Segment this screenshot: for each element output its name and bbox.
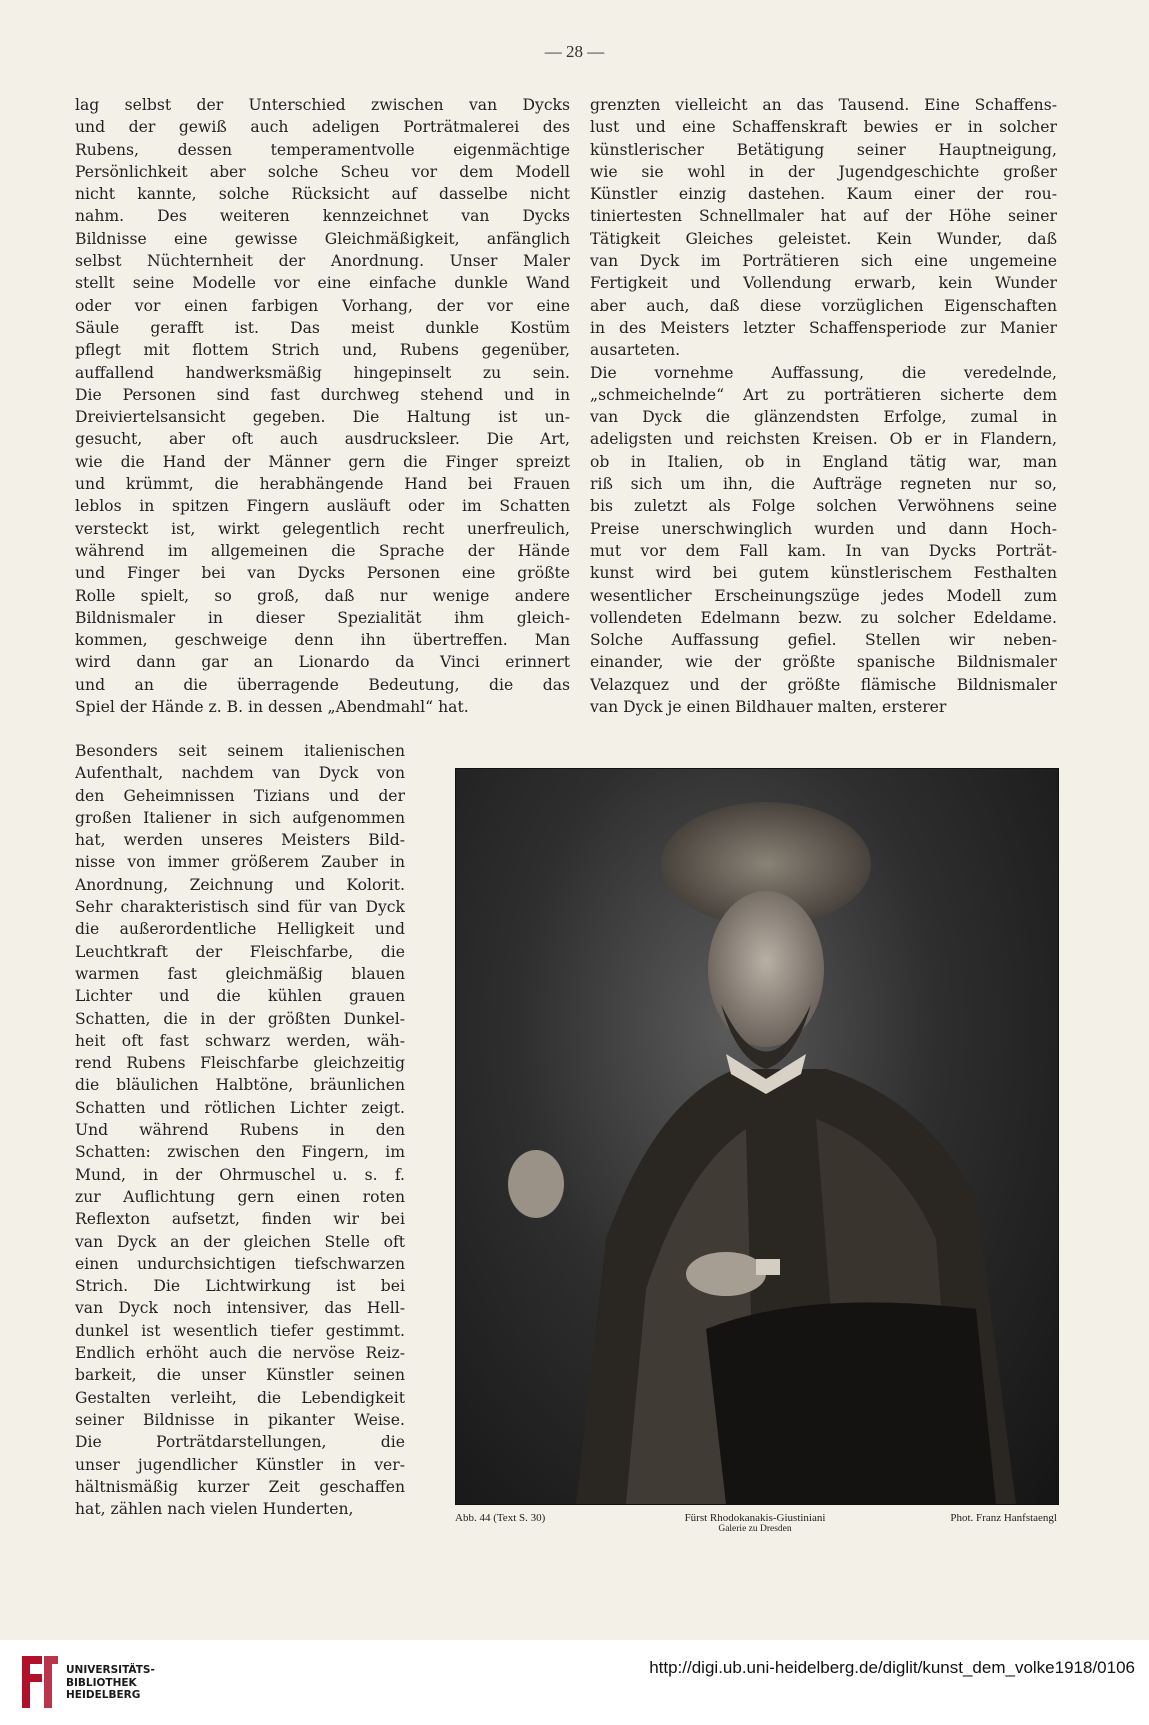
text-line: gesucht, aber oft auch ausdrucksleer. Die Art, bbox=[75, 430, 570, 449]
text-line: bis zuletzt als Folge solchen Verwöhnens seine bbox=[590, 497, 1057, 516]
footer-bar bbox=[0, 1640, 1149, 1725]
text-line: Reflexton aufsetzt, finden wir bei bbox=[75, 1210, 405, 1229]
text-line: van Dyck je einen Bildhauer malten, ersterer bbox=[590, 698, 947, 717]
text-line: nisse von immer größerem Zauber in bbox=[75, 853, 405, 872]
text-line: Solche Auffassung gefiel. Stellen wir neben- bbox=[590, 631, 1057, 650]
text-line: selbst Nüchternheit der Anordnung. Unser Maler bbox=[75, 252, 570, 271]
text-line: die außerordentliche Helligkeit und bbox=[75, 920, 405, 939]
text-line: van Dyck die glänzendsten Erfolge, zumal in bbox=[590, 408, 1057, 427]
text-line: und der gewiß auch adeligen Porträtmalerei des bbox=[75, 118, 570, 137]
text-line: versteckt ist, wirkt gelegentlich recht unerfreulich, bbox=[75, 519, 570, 538]
text-line: Tätigkeit Gleiches geleistet. Kein Wunder, daß bbox=[590, 229, 1057, 248]
text-line: mut vor dem Fall kam. In van Dycks Porträt- bbox=[590, 541, 1057, 560]
text-line: und krümmt, die herabhängende Hand bei Frauen bbox=[75, 475, 570, 494]
text-line: hat, werden unseres Meisters Bild- bbox=[75, 831, 405, 850]
text-line: ausarteten. bbox=[590, 341, 681, 360]
text-line: riß sich um ihn, die Aufträge regneten nur so, bbox=[590, 475, 1057, 494]
text-line: wird dann gar an Lionardo da Vinci erinnert bbox=[75, 653, 570, 672]
text-line: Künstler einzig dastehen. Kaum einer der rou- bbox=[590, 185, 1057, 204]
text-line: Die Personen sind fast durchweg stehend und in bbox=[75, 385, 570, 404]
text-line: Dreiviertelsansicht gegeben. Die Haltung ist un- bbox=[75, 408, 570, 427]
text-line: Und während Rubens in den bbox=[75, 1121, 405, 1140]
text-line: Strich. Die Lichtwirkung ist bei bbox=[75, 1277, 405, 1296]
text-line: oder vor einen farbigen Vorhang, der vor eine bbox=[75, 296, 570, 315]
text-line: wie sie wohl in der Jugendgeschichte großer bbox=[590, 162, 1057, 181]
text-line: nicht kannte, solche Rücksicht auf dasselbe nicht bbox=[75, 185, 570, 204]
text-line: unser jugendlicher Künstler in ver- bbox=[75, 1455, 405, 1474]
text-line: Die Porträtdarstellungen, die bbox=[75, 1433, 405, 1452]
text-line: Besonders seit seinem italienischen bbox=[75, 742, 405, 760]
text-line: Persönlichkeit aber solche Scheu vor dem Modell bbox=[75, 162, 570, 181]
text-line: Anordnung, Zeichnung und Kolorit. bbox=[75, 875, 405, 894]
text-line: Mund, in der Ohrmuschel u. s. f. bbox=[75, 1165, 405, 1184]
text-line: Lichter und die kühlen grauen bbox=[75, 987, 405, 1006]
library-name-line-3: HEIDELBERG bbox=[66, 1689, 141, 1701]
text-line: kunst wird bei gutem künstlerischem Festhalten bbox=[590, 564, 1057, 583]
text-line: Schatten und rötlichen Lichter zeigt. bbox=[75, 1098, 405, 1117]
text-line: Schatten: zwischen den Fingern, im bbox=[75, 1143, 405, 1162]
text-line: wie die Hand der Männer gern die Finger spreizt bbox=[75, 452, 570, 471]
caption-title bbox=[645, 1512, 865, 1534]
text-line: rend Rubens Fleischfarbe gleichzeitig bbox=[75, 1054, 405, 1073]
text-line: kommen, geschweige denn ihn übertreffen. Man bbox=[75, 631, 570, 650]
text-line: die bläulichen Halbtöne, bräunlichen bbox=[75, 1076, 405, 1095]
library-name-line-1: UNIVERSITÄTS- bbox=[66, 1664, 155, 1676]
text-line: barkeit, die unser Künstler seinen bbox=[75, 1366, 405, 1385]
portrait-image bbox=[456, 769, 1058, 1504]
portrait-figure bbox=[455, 768, 1059, 1505]
text-line: dunkel ist wesentlich tiefer gestimmt. bbox=[75, 1321, 405, 1340]
text-line: Velazquez und der größte flämische Bildnismaler bbox=[590, 675, 1057, 694]
caption-figure-number: Abb. 44 (Text S. 30) bbox=[455, 1512, 546, 1524]
text-line: Gestalten verleiht, die Lebendigkeit bbox=[75, 1388, 405, 1407]
text-line: aber auch, daß diese vorzüglichen Eigenschaften bbox=[590, 296, 1057, 315]
text-line: Spiel der Hände z. B. in dessen „Abendmahl“ hat. bbox=[75, 698, 469, 717]
text-line: einen undurchsichtigen tiefschwarzen bbox=[75, 1254, 405, 1273]
text-line: wesentlicher Erscheinungszüge jedes Modell zum bbox=[590, 586, 1057, 605]
text-line: Endlich erhöht auch die nervöse Reiz- bbox=[75, 1344, 405, 1363]
text-line: heit oft fast schwarz werden, wäh- bbox=[75, 1031, 405, 1050]
text-line: van Dyck noch intensiver, das Hell- bbox=[75, 1299, 405, 1318]
text-line: van Dyck an der gleichen Stelle oft bbox=[75, 1232, 405, 1251]
university-library-logo-icon bbox=[14, 1652, 62, 1712]
text-line: hat, zählen nach vielen Hunderten, bbox=[75, 1500, 354, 1519]
text-line: Sehr charakteristisch sind für van Dyck bbox=[75, 898, 405, 917]
text-line: pflegt mit flottem Strich und, Rubens gegenüber, bbox=[75, 341, 570, 360]
text-line: seiner Bildnisse in pikanter Weise. bbox=[75, 1410, 405, 1429]
text-line: auffallend handwerksmäßig hingepinselt zu sein. bbox=[75, 363, 570, 382]
text-line: großen Italiener in sich aufgenommen bbox=[75, 808, 405, 827]
text-line: Säule gerafft ist. Das meist dunkle Kostüm bbox=[75, 318, 570, 337]
text-line: künstlerischer Betätigung seiner Hauptneigung, bbox=[590, 140, 1057, 159]
source-url-link[interactable]: http://digi.ub.uni-heidelberg.de/diglit/kunst_dem_volke1918/0106 bbox=[649, 1658, 1135, 1677]
text-line: Leuchtkraft der Fleischfarbe, die bbox=[75, 942, 405, 961]
text-line: Fertigkeit und Vollendung erwarb, kein Wunder bbox=[590, 274, 1057, 293]
text-column-left bbox=[75, 94, 570, 718]
caption-photo-credit: Phot. Franz Hanfstaengl bbox=[950, 1512, 1057, 1524]
text-line: lust und eine Schaffenskraft bewies er in solcher bbox=[590, 118, 1057, 137]
text-line: adeligsten und reichsten Kreisen. Ob er in Flandern, bbox=[590, 430, 1057, 449]
text-line: grenzten vielleicht an das Tausend. Eine Schaffens- bbox=[590, 96, 1057, 114]
text-line: und an die überragende Bedeutung, die das bbox=[75, 675, 570, 694]
text-line: warmen fast gleichmäßig blauen bbox=[75, 964, 405, 983]
text-line: lag selbst der Unterschied zwischen van Dycks bbox=[75, 96, 570, 114]
text-line: den Geheimnissen Tizians und der bbox=[75, 786, 405, 805]
text-line: zur Auflichtung gern einen roten bbox=[75, 1187, 405, 1206]
library-name-line-2: BIBLIOTHEK bbox=[66, 1676, 137, 1689]
text-line: tiniertesten Schnellmaler hat auf der Höhe seiner bbox=[590, 207, 1057, 226]
text-line: Bildnisse eine gewisse Gleichmäßigkeit, anfänglich bbox=[75, 229, 570, 248]
text-line: nahm. Des weiteren kennzeichnet van Dycks bbox=[75, 207, 570, 226]
text-line: und Finger bei van Dycks Personen eine größte bbox=[75, 564, 570, 583]
text-line: Die vornehme Auffassung, die veredelnde, bbox=[590, 363, 1057, 382]
caption-gallery: Galerie zu Dresden bbox=[718, 1524, 792, 1534]
text-line: einander, wie der größte spanische Bildnismaler bbox=[590, 653, 1057, 672]
text-line: ob in Italien, ob in England tätig war, man bbox=[590, 452, 1057, 471]
page-number: — 28 — bbox=[544, 42, 605, 61]
text-line: van Dyck im Porträtieren sich eine ungemeine bbox=[590, 252, 1057, 271]
text-line: leblos in spitzen Fingern ausläuft oder im Schatten bbox=[75, 497, 570, 516]
text-line: Rolle spielt, so groß, daß nur wenige andere bbox=[75, 586, 570, 605]
text-line: Schatten, die in der größten Dunkel- bbox=[75, 1009, 405, 1028]
text-column-right bbox=[590, 94, 1057, 718]
text-line: während im allgemeinen die Sprache der Hände bbox=[75, 541, 570, 560]
text-line: Rubens, dessen temperamentvolle eigenmächtige bbox=[75, 140, 570, 159]
text-line: „schmeichelnde“ Art zu porträtieren sicherte dem bbox=[590, 385, 1057, 404]
text-line: hältnismäßig kurzer Zeit geschaffen bbox=[75, 1477, 405, 1496]
caption-title-text: Fürst Rhodokanakis-Giustiniani bbox=[684, 1512, 826, 1524]
library-name bbox=[66, 1664, 155, 1702]
text-line: Bildnismaler in dieser Spezialität ihm gleich- bbox=[75, 608, 570, 627]
text-line: stellt seine Modelle vor eine einfache dunkle Wand bbox=[75, 274, 570, 293]
text-line: in des Meisters letzter Schaffensperiode zur Manier bbox=[590, 318, 1057, 337]
text-line: Preise unerschwinglich wurden und dann Hoch- bbox=[590, 519, 1057, 538]
text-column-left-lower bbox=[75, 740, 405, 1520]
text-line: vollendeten Edelmann bezw. zu solcher Edeldame. bbox=[590, 608, 1057, 627]
text-line: Aufenthalt, nachdem van Dyck von bbox=[75, 764, 405, 783]
